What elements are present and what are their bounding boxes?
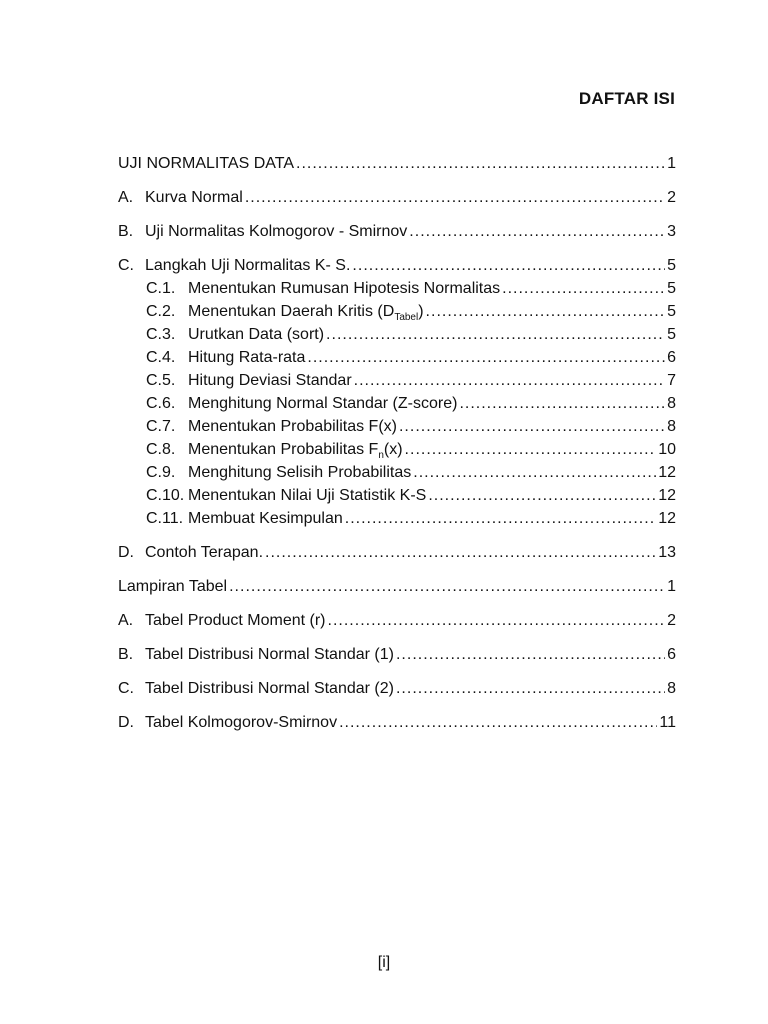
toc-page-number: 8 <box>667 680 676 697</box>
dot-leader <box>502 277 665 300</box>
toc-entry-label <box>118 677 394 700</box>
dot-leader <box>352 254 665 277</box>
toc-entry-label <box>146 277 500 300</box>
toc-entry-label <box>118 643 394 666</box>
toc-entry-text: Contoh Terapan. <box>145 544 264 561</box>
toc-entry[interactable] <box>118 254 676 277</box>
toc-entry-number: C.9. <box>146 464 176 481</box>
toc-entry-label <box>146 346 305 369</box>
dot-leader <box>396 643 665 666</box>
toc-entry-label <box>146 323 324 346</box>
toc-page-number: 5 <box>667 280 676 297</box>
toc-page-number: 2 <box>667 189 676 206</box>
dot-leader <box>307 346 665 369</box>
dot-leader <box>459 392 665 415</box>
toc-entry-subscript: n <box>378 450 384 462</box>
toc-entry[interactable] <box>118 609 676 632</box>
toc-entry[interactable] <box>118 575 676 598</box>
dot-leader <box>328 609 666 632</box>
toc-entry-label <box>146 369 352 392</box>
toc-entry-number: B. <box>118 646 134 663</box>
toc-entry-label: UJI NORMALITAS DATA <box>118 155 295 172</box>
toc-page-number: 8 <box>667 418 676 435</box>
toc-entry-number: B. <box>118 223 134 240</box>
toc-entry[interactable] <box>118 677 676 700</box>
toc-entry-text: Uji Normalitas Kolmogorov - Smirnov <box>145 223 408 240</box>
toc-subentry[interactable] <box>118 484 676 507</box>
toc-entry-text: Menentukan Rumusan Hipotesis Normalitas <box>188 280 501 297</box>
dot-leader <box>428 484 656 507</box>
dot-leader <box>426 300 666 323</box>
toc-entry-label <box>146 392 457 415</box>
toc-entry[interactable] <box>118 711 676 734</box>
dot-leader <box>399 415 665 438</box>
toc-entry-number: D. <box>118 714 134 731</box>
toc-entry-label <box>146 484 426 507</box>
toc-entry-number: C. <box>118 257 134 274</box>
toc-entry-text: Urutkan Data (sort) <box>188 326 325 343</box>
toc-subentry[interactable] <box>118 300 676 323</box>
dot-leader <box>296 152 665 175</box>
toc-entry-text: Menentukan Daerah Kritis (D <box>188 303 395 320</box>
toc-page-number: 11 <box>659 714 676 731</box>
toc-entry-text: Kurva Normal <box>145 189 243 206</box>
toc-subentry[interactable] <box>118 369 676 392</box>
toc-entry-number: C. <box>118 680 134 697</box>
toc-entry-number: C.3. <box>146 326 176 343</box>
toc-entry-number: A. <box>118 189 134 206</box>
toc-entry-text: Membuat Kesimpulan <box>188 510 343 527</box>
toc-subentry[interactable] <box>118 346 676 369</box>
toc-entry-label <box>118 711 337 734</box>
toc-page-number: 6 <box>667 646 676 663</box>
dot-leader <box>245 186 665 209</box>
toc-entry-text: Tabel Kolmogorov-Smirnov <box>145 714 338 731</box>
dot-leader <box>405 438 657 461</box>
toc-entry-text: Menghitung Normal Standar (Z-score) <box>188 395 458 412</box>
toc-page-number: 12 <box>658 487 676 504</box>
toc-page-number: 1 <box>667 578 676 595</box>
toc-entry-number: C.5. <box>146 372 176 389</box>
toc-entry-text-suffix: ) <box>418 303 424 320</box>
toc-entry-number: C.2. <box>146 303 176 320</box>
toc-entry-text: Tabel Distribusi Normal Standar (2) <box>145 680 394 697</box>
page-number-footer: [i] <box>377 954 391 971</box>
toc-entry-text: Menentukan Probabilitas F <box>188 441 379 458</box>
dot-leader <box>326 323 665 346</box>
toc-entry[interactable] <box>118 152 676 175</box>
toc-entry-text: Menentukan Probabilitas F(x) <box>188 418 397 435</box>
toc-subentry[interactable] <box>118 415 676 438</box>
toc-page-number: 3 <box>667 223 676 240</box>
dot-leader <box>229 575 665 598</box>
toc-entry-label <box>118 186 243 209</box>
toc-page-number: 1 <box>667 155 676 172</box>
toc-page-number: 6 <box>667 349 676 366</box>
toc-subentry[interactable] <box>118 438 676 461</box>
toc-entry-number: A. <box>118 612 134 629</box>
toc-entry-label <box>118 541 263 564</box>
toc-entry[interactable] <box>118 220 676 243</box>
toc-entry-label: Lampiran Tabel <box>118 578 228 595</box>
toc-page-number: 13 <box>658 544 676 561</box>
toc-page-number: 2 <box>667 612 676 629</box>
toc-page-number: 12 <box>658 510 676 527</box>
toc-entry-text: Tabel Distribusi Normal Standar (1) <box>145 646 394 663</box>
dot-leader <box>339 711 657 734</box>
toc-entry-number: C.10. <box>146 487 185 504</box>
toc-entry-text: Menghitung Selisih Probabilitas <box>188 464 412 481</box>
toc-entry-number: C.4. <box>146 349 176 366</box>
toc-entry-text: Hitung Rata-rata <box>188 349 306 366</box>
toc-entry-number: D. <box>118 544 134 561</box>
toc-page-number: 5 <box>667 257 676 274</box>
toc-entry-text: Hitung Deviasi Standar <box>188 372 352 389</box>
toc-page-number: 8 <box>667 395 676 412</box>
toc-entry-label <box>118 220 407 243</box>
toc-subentry[interactable] <box>118 323 676 346</box>
toc-subentry[interactable] <box>118 277 676 300</box>
toc-page-number: 5 <box>667 303 676 320</box>
toc-subentry[interactable] <box>118 392 676 415</box>
toc-entry-label <box>146 415 397 438</box>
toc-entry[interactable] <box>118 186 676 209</box>
toc-entry-text: Menentukan Nilai Uji Statistik K-S <box>188 487 427 504</box>
toc-entry-number: C.1. <box>146 280 176 297</box>
toc-entry-text: Tabel Product Moment (r) <box>145 612 326 629</box>
dot-leader <box>413 461 656 484</box>
dot-leader <box>354 369 665 392</box>
toc-entry-text: Langkah Uji Normalitas K- S. <box>145 257 351 274</box>
toc-page-number: 7 <box>667 372 676 389</box>
toc-entry-label <box>146 461 411 484</box>
dot-leader <box>265 541 656 564</box>
dot-leader <box>396 677 665 700</box>
toc-entry-label <box>118 254 350 277</box>
toc-entry-label <box>118 609 326 632</box>
toc-subentry[interactable] <box>118 461 676 484</box>
toc-page-number: 12 <box>658 464 676 481</box>
toc-entry-number: C.8. <box>146 441 176 458</box>
dot-leader <box>409 220 665 243</box>
toc-entry-number: C.7. <box>146 418 176 435</box>
toc-entry[interactable] <box>118 643 676 666</box>
dot-leader <box>345 507 656 530</box>
toc-entry-label <box>146 507 343 530</box>
toc-entry-subscript: Tabel <box>394 312 419 324</box>
toc-entry-number: C.11. <box>146 510 184 527</box>
page-title: DAFTAR ISI <box>578 89 675 108</box>
table-of-contents <box>118 152 676 734</box>
toc-entry-text-suffix: (x) <box>383 441 403 458</box>
toc-entry-number: C.6. <box>146 395 176 412</box>
toc-page-number: 10 <box>658 441 676 458</box>
toc-subentry[interactable] <box>118 507 676 530</box>
toc-page-number: 5 <box>667 326 676 343</box>
toc-entry[interactable] <box>118 541 676 564</box>
